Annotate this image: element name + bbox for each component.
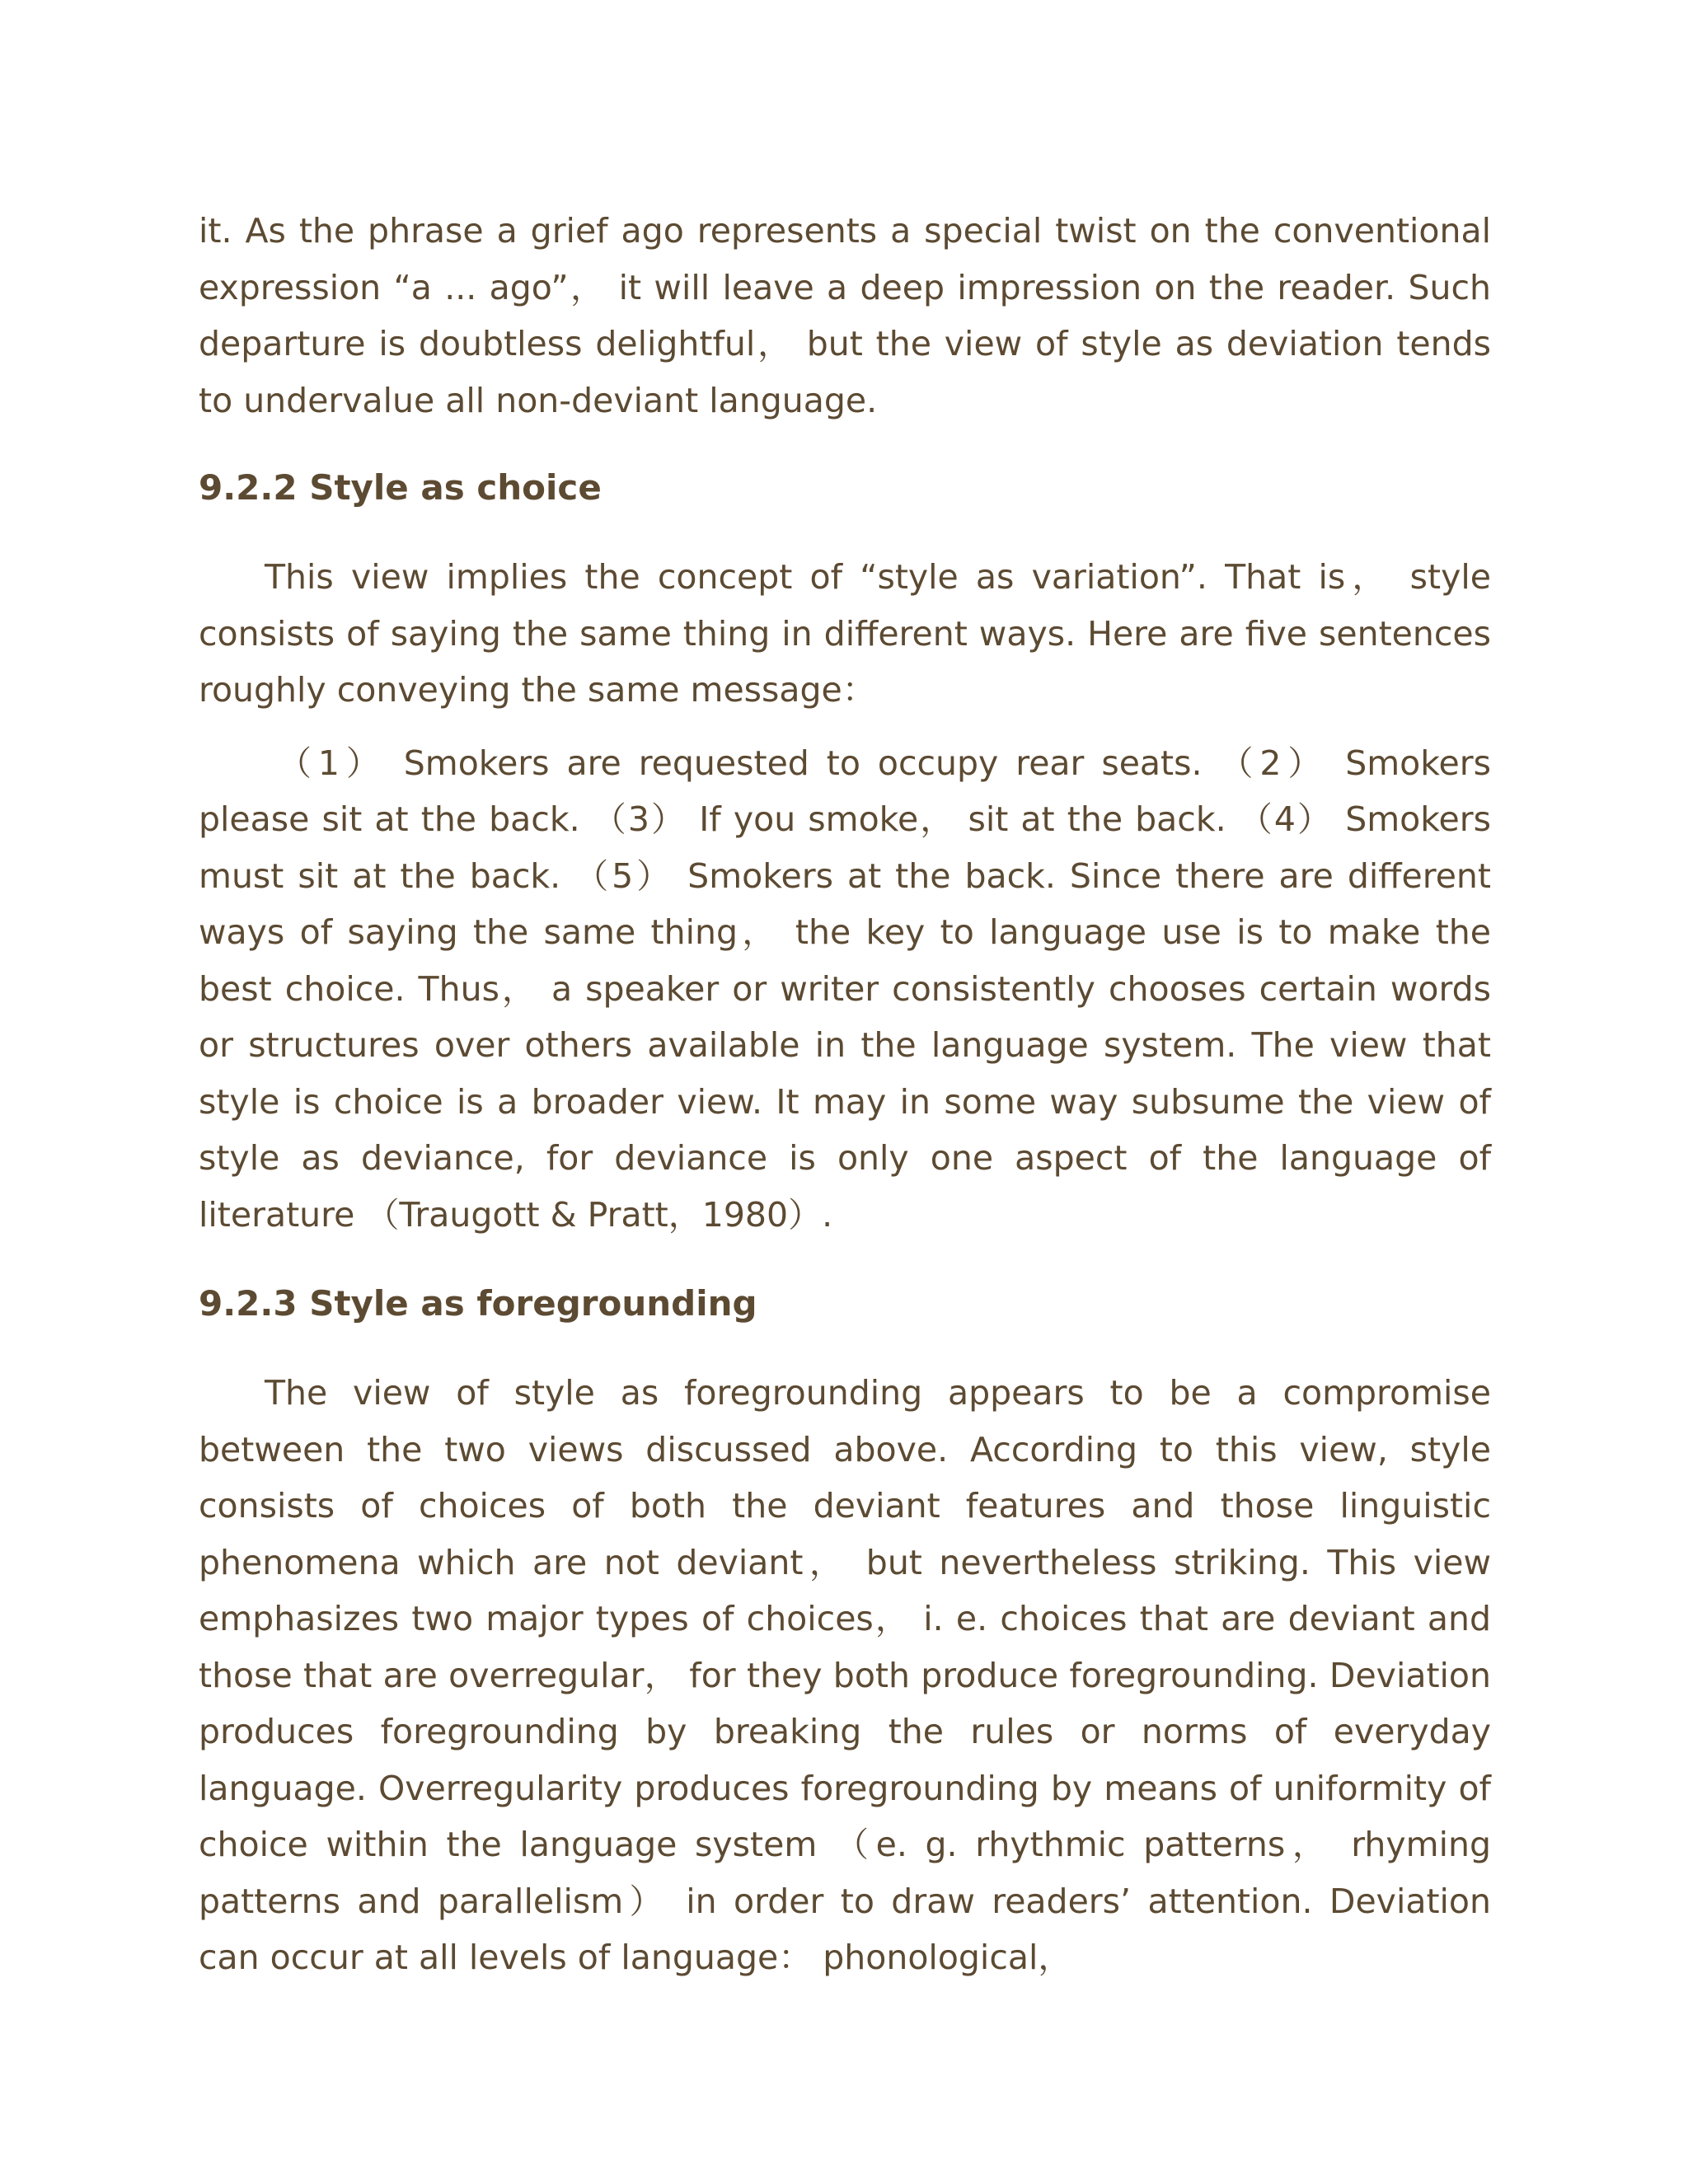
section-heading-9-2-3: 9.2.3 Style as foregrounding <box>199 1283 757 1324</box>
document-page <box>199 203 1491 1986</box>
intro-paragraph: it. As the phrase a grief ago represents a special twist on the conventional expression “a ... ago”， it will leave a deep impression on the reader. Such departure is doubtless delightful， but the view of style as deviation tends to undervalue all non-deviant language. <box>199 211 1491 420</box>
foregrounding-paragraph: The view of style as foregrounding appears to be a compromise between the two views discussed above. According to this view, style consists of choices of both the deviant features and those linguistic phenomena which are not deviant， but nevertheless striking. This view emphasizes two major types of choices， i. e. choices that are deviant and those that are overregular， for they both produce foregrounding. Deviation produces foregrounding by breaking the rules or norms of everyday language. Overregularity produces foregrounding by means of uniformity of choice within the language system （e. g. rhythmic patterns， rhyming patterns and parallelism） in order to draw readers’ attention. Deviation can occur at all levels of language： phonological， <box>199 1373 1491 1977</box>
section-heading-9-2-2: 9.2.2 Style as choice <box>199 467 602 508</box>
choice-paragraph-1: This view implies the concept of “style as variation”. That is， style consists of saying the same thing in different ways. Here are five sentences roughly conveying the same message： <box>199 557 1491 710</box>
choice-paragraph-2: （1） Smokers are requested to occupy rear seats. （2） Smokers please sit at the back. （3） If you smoke， sit at the back. （4） Smokers must sit at the back. （5） Smokers at the back. Since there are different ways of saying the same thing， the key to language use is to make the best choice. Thus， a speaker or writer consistently chooses certain words or structures over others available in the language system. The view that style is choice is a broader view. It may in some way subsume the view of style as deviance, for deviance is only one aspect of the language of literature （Traugott & Pratt，1980）. <box>199 743 1491 1235</box>
